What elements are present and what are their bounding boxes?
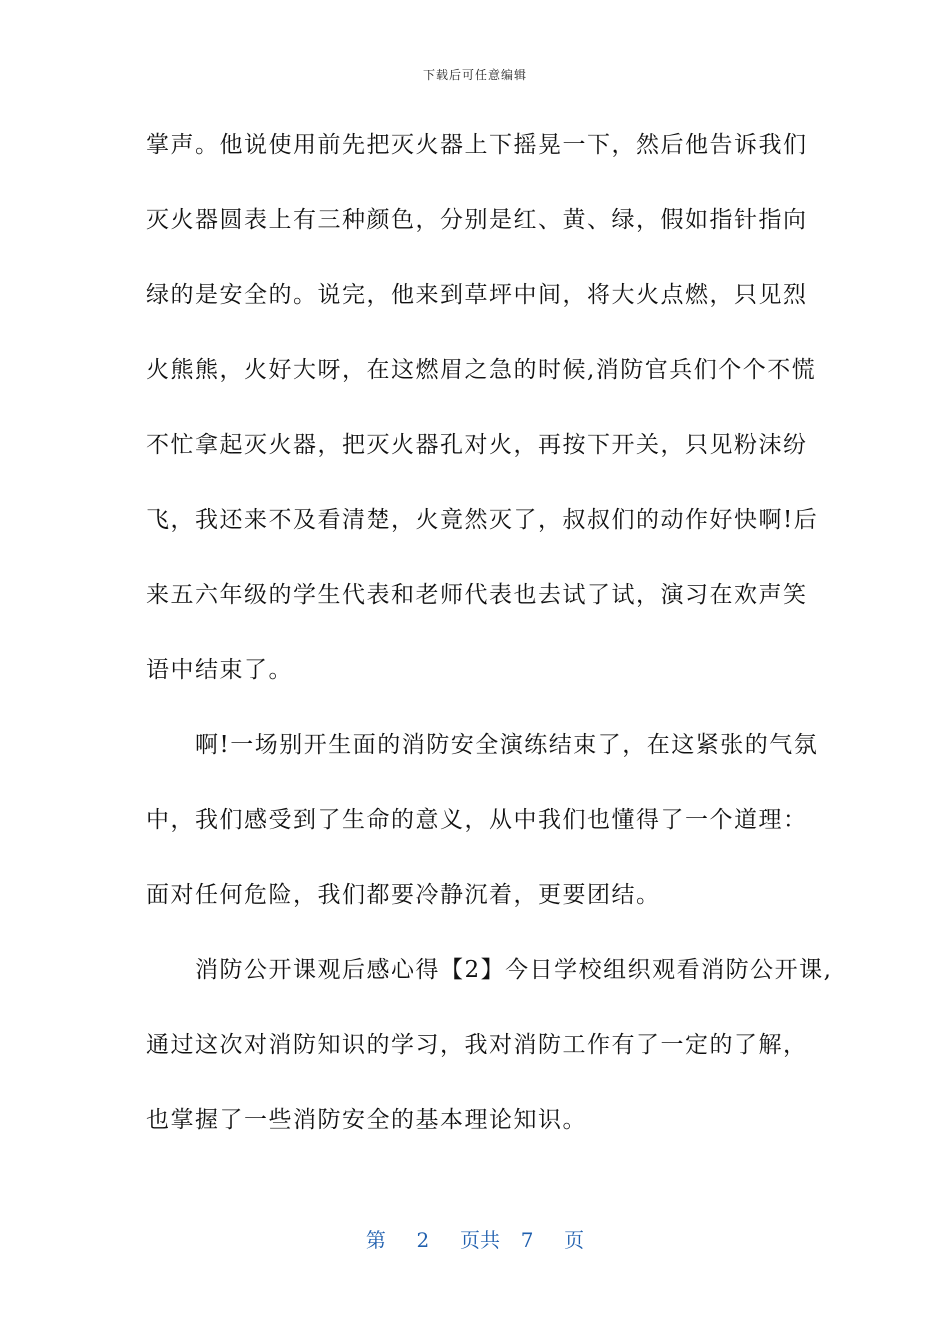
text-line: 消防公开课观后感心得【2】今日学校组织观看消防公开课, (146, 957, 833, 983)
text-line: 掌声。他说使用前先把灭火器上下摇晃一下，然后他告诉我们 (146, 132, 808, 158)
page-header (0, 66, 950, 83)
text-line: 啊!一场别开生面的消防安全演练结束了，在这紧张的气氛 (146, 732, 819, 758)
text-line: 也掌握了一些消防安全的基本理论知识。 (146, 1107, 587, 1133)
text-line: 飞，我还来不及看清楚，火竟然灭了，叔叔们的动作好快啊!后 (146, 507, 819, 533)
text-line: 语中结束了。 (146, 657, 293, 683)
text-line: 灭火器圆表上有三种颜色，分别是红、黄、绿，假如指针指向 (146, 207, 808, 233)
current-page-number: 2 (416, 1228, 430, 1252)
document-body (146, 118, 833, 1168)
footer-prefix: 第 (365, 1228, 386, 1252)
footer-suffix: 页 (564, 1228, 585, 1252)
text-line: 绿的是安全的。说完，他来到草坪中间，将大火点燃，只见烈 (146, 282, 808, 308)
text-line: 来五六年级的学生代表和老师代表也去试了试，演习在欢声笑 (146, 582, 808, 608)
total-page-number: 7 (520, 1228, 534, 1252)
text-line: 不忙拿起灭火器，把灭火器孔对火，再按下开关，只见粉沫纷 (146, 432, 808, 458)
footer-middle: 页共 (460, 1228, 500, 1252)
page-footer (0, 1224, 950, 1253)
header-text: 下载后可任意编辑 (422, 68, 527, 82)
text-line: 通过这次对消防知识的学习，我对消防工作有了一定的了解， (146, 1032, 808, 1058)
text-line: 面对任何危险，我们都要冷静沉着，更要团结。 (146, 882, 661, 908)
text-line: 中，我们感受到了生命的意义，从中我们也懂得了一个道理： (146, 807, 808, 833)
text-line: 火熊熊，火好大呀，在这燃眉之急的时候,消防官兵们个个不慌 (146, 357, 817, 383)
